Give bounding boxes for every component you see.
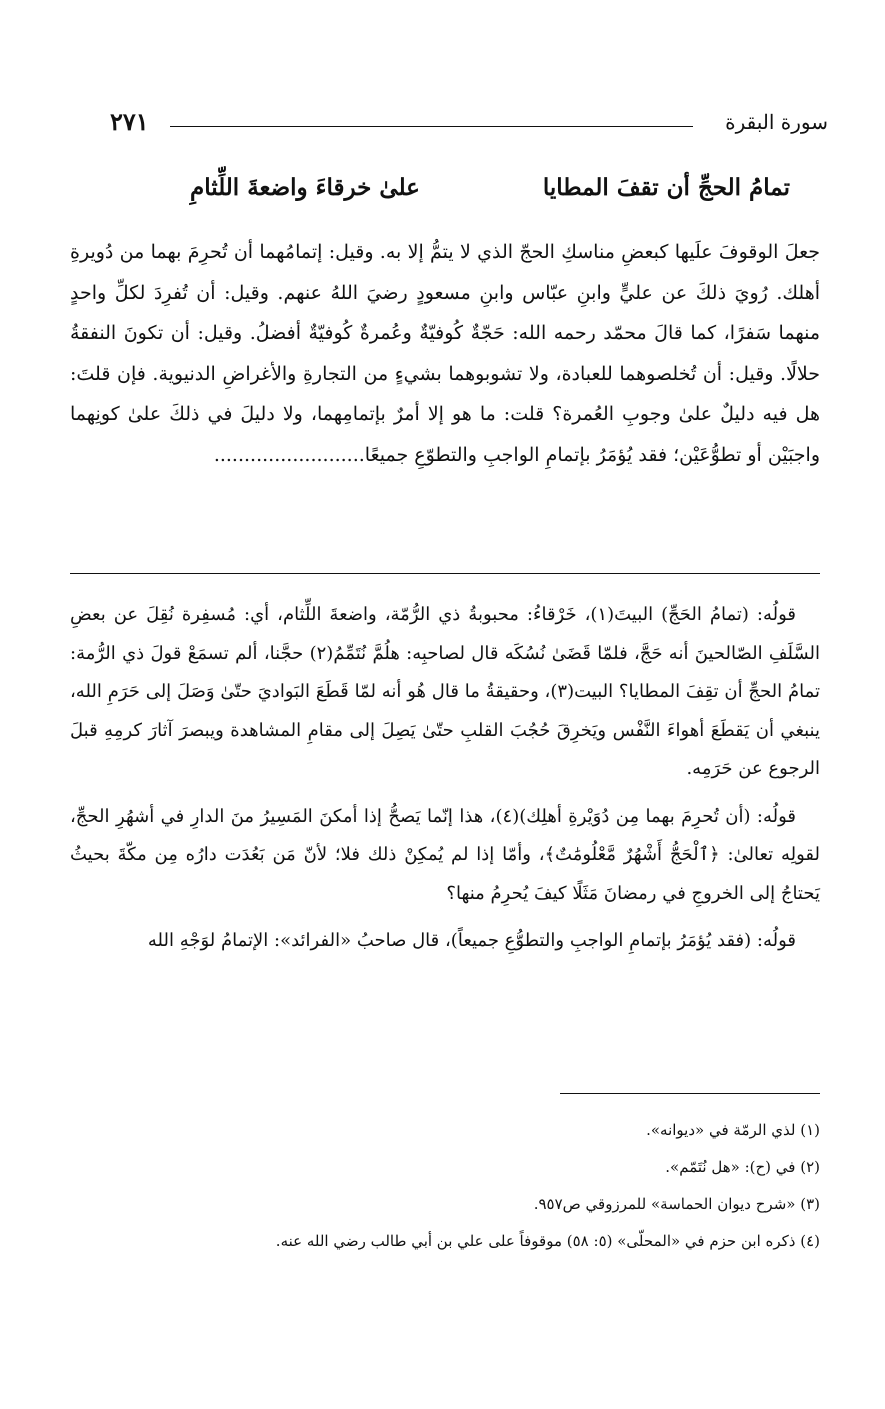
footnote-item: (٢) في (ح): «هل نُتَمّم». xyxy=(665,1158,820,1176)
commentary xyxy=(70,596,820,970)
verse-second-hemistich: علىٰ خرقاءَ واضعةَ اللِّثامِ xyxy=(190,174,420,201)
commentary-paragraph: قولُه: (فقد يُؤمَرُ بإتمامِ الواجبِ والتطوُّعِ جميعاً)، قال صاحبُ «الفرائد»: الإتمامُ لوَجْهِ الله xyxy=(147,930,796,951)
main-text-dots: ........................ xyxy=(213,443,359,466)
main-text-body: جعلَ الوقوفَ علَيها كبعضِ مناسكِ الحجّ الذي لا يتمُّ إلا به. وقيل: إتمامُهما أن تُحرِمَ بهما من دُويرةِ أهلك. رُويَ ذلكَ عن عليٍّ وابنِ عبّاس وابنِ مسعودٍ رضيَ اللهُ عنهم. وقيل: أن تُفرِدَ لكلِّ واحدٍ منهما سَفرًا، كما قالَ محمّد رحمه الله: حَجّةٌ كُوفيّةٌ وعُمرةٌ كُوفيّةٌ أفضلُ. وقيل: أن تكونَ النفقةُ حلالًا. وقيل: أن تُخلصوهما للعبادة، ولا تشوبوهما بشيءٍ من التجارةِ والأغراضِ الدنيوية. فإن قلتَ: هل فيه دليلٌ علىٰ وجوبِ العُمرة؟ قلت: ما هو إلا أمرٌ بإتمامِهما، ولا دليلَ في ذلكَ علىٰ كونِهما واجبَيْن أو تطوُّعَيْن؛ فقد يُؤمَرُ بإتمامِ الواجبِ والتطوّعِ جميعًا. xyxy=(70,241,820,466)
commentary-paragraph: قولُه: (أن تُحرِمَ بهما مِن دُوَيْرةِ أهلِك)(٤)، هذا إنّما يَصحُّ إذا أمكنَ المَسِيرُ منَ الدارِ في أشهُرِ الحجِّ، لقولِه تعالىٰ: ﴿ٱلْحَجُّ أَشْهُرٌ مَّعْلُومَٰتٌ﴾، وأمّا إذا لم يُمكِنْ ذلك فلا؛ لأنّ مَن بَعُدَت دارُه مِن مكّةَ بحيثُ يَحتاجُ إلى الخروجِ في رمضانَ مَثَلًا كيفَ يُحرِمُ منها؟ xyxy=(70,805,820,904)
footnote-item: (٣) «شرح ديوان الحماسة» للمرزوقي ص٩٥٧. xyxy=(533,1195,820,1213)
verse-first-hemistich: تمامُ الحجِّ أن تقفَ المطايا xyxy=(542,174,790,201)
main-text xyxy=(70,232,820,475)
poetry-verse xyxy=(190,166,790,210)
footnote-separator xyxy=(560,1093,820,1094)
footnotes xyxy=(150,1112,820,1260)
footnote-item: (٤) ذكره ابن حزم في «المحلّى» (٥: ٥٨) موقوفاً على علي بن أبي طالب رضي الله عنه. xyxy=(275,1232,820,1250)
footnote-item: (١) لذي الرمّة في «ديوانه». xyxy=(646,1121,820,1139)
page-number: ٢٧١ xyxy=(110,107,149,136)
commentary-paragraph: قولُه: (تمامُ الحَجِّ) البيتَ(١)، خَرْقاءُ: محبوبةُ ذي الرُّمّة، واضعةَ اللِّثام، أي: مُسفِرة نُقِلَ عن بعضِ السَّلَفِ الصّالحينَ أنه حَجَّ، فلمّا قَضَىٰ نُسُكَه قال لصاحبِه: هلُمَّ نُتَمِّمُ(٢) حجَّنا، ألم تسمَعْ قولَ ذي الرُّمة: تمامُ الحجِّ أن تقِفَ المطايا؟ البيت(٣)، وحقيقةُ ما قال هُو أنه لمّا قَطَعَ البَواديَ حتّىٰ وَصَلَ إلى حَرَمِ الله، ينبغي أن يَقطَعَ أهواءَ النَّفْس ويَخرِقَ حُجُبَ القلبِ حتّىٰ يَصِلَ إلى مقامِ المشاهدة ويبصرَ آثارَ كرمِهِ قبلَ الرجوع عن حَرَمِه. xyxy=(70,604,821,779)
page-header xyxy=(110,104,828,144)
surah-title: سورة البقرة xyxy=(725,110,828,134)
section-separator xyxy=(70,573,820,574)
header-rule xyxy=(170,126,693,127)
